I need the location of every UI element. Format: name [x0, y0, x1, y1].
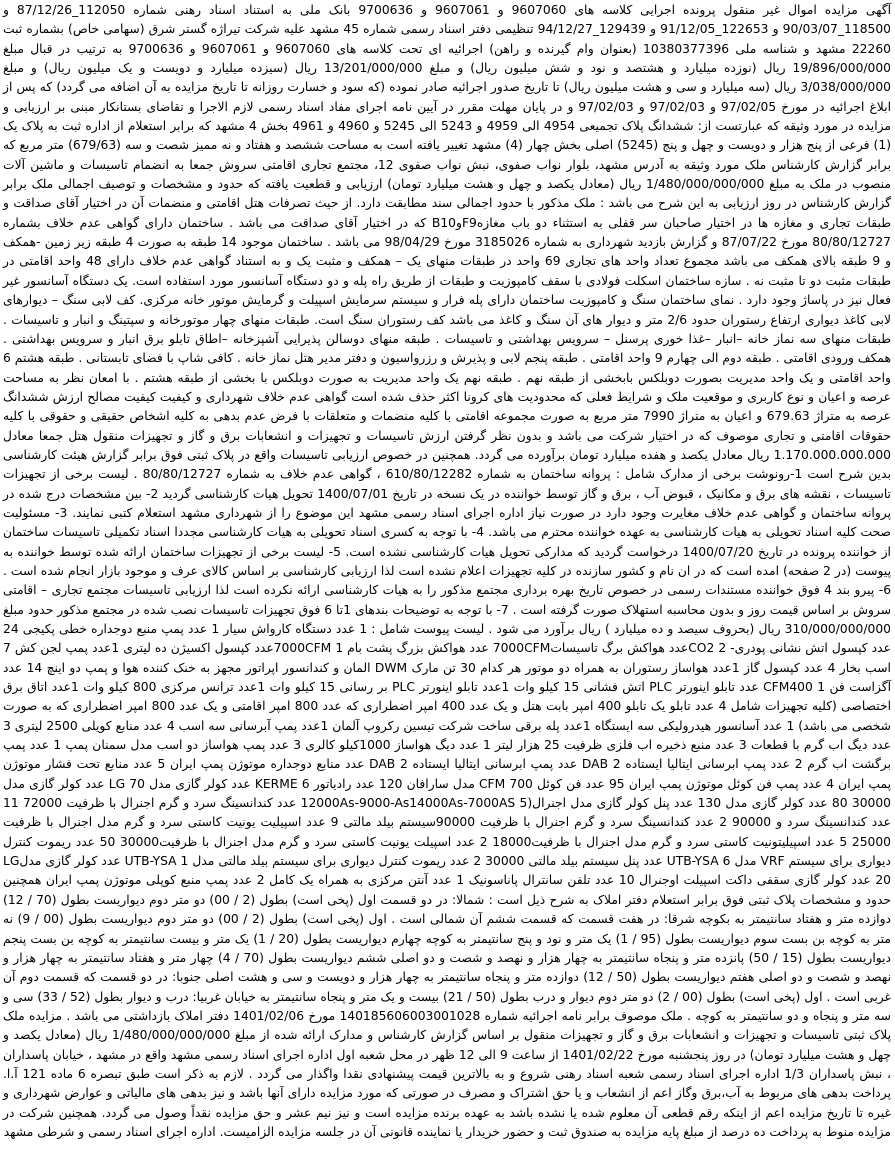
auction-notice-text: آگهی مزایده اموال غیر منقول پرونده اجرایی کلاسه های 9607060 و 9607061 و 9700636 بانک ملی به استناد اسناد رهنی شماره 112050_87/12/26 و 118500_90/03/07 و 122653_91/12/05 و 129439_94/12/27 تنظیمی دفتر اسناد رسمی شماره 45 مشهد علیه شرکت تیراژه گستر شرق (سهامی خاص) بشماره ثبت 22260 مشهد و شناسه ملی 10380377396 (بعنوان وام گیرنده و راهن) اجرائیه ای تحت کلاسه های 9607060 و 9607061 و 9700636 به ترتیب در قبال مبلغ 19/896/000/000 ریال (نوزده میلیارد و هشتصد و نود و شش میلیون ریال) و مبلغ 13/201/000/000 ریال (سیزده میلیارد و دویست و یک میلیون ریال) و مبلغ 3/038/000/000 ریال (سه میلیارد و سی و هشت میلیون ریال) تا تاریخ صدور اجرائیه صادر نموده (که سود و خسارت روزانه تا تاریخ مزایده به آن اضافه می گردد) که پس از ابلاغ اجرائیه در مورخ 97/02/05 و 97/02/03 و 97/02/03 و در پایان مهلت مقرر در آیین نامه اجرای مفاد اسناد رسمی لازم الاجرا و تقاضای بستانکار مبنی بر ارزیابی و مزایده در مورد وثیقه که عبارتست از: ششدانگ پلاک تجمیعی 4954 الی 4959 و 5243 الی 5245 و 4960 و 4961 بخش 4 مشهد که برابر استعلام از اداره ثبت به پلاک یک (1) فرعی از پنج هزار و دویست و چهل و پنج (5245) اصلی بخش چهار (4) مشهد تغییر یافته است به مساحت ششصد و هفتاد و نه ممیز شصت و سه (679/63) متر مربع که برابر گزارش کارشناس ملک مورد وثیقه به آدرس مشهد، بلوار نواب صفوی، نبش نواب صفوی 12، مجتمع تجاری اقامتی سروش جمعا به انضمام تاسیسات و ماشین آلات منصوب در ملک به مبلغ 1/480/000/000/000 ریال (معادل یکصد و چهل و هشت میلیارد تومان) ارزیابی و قطعیت یافته که حدود و مشخصات و توصیف اجمالی ملک برابر گزارش کارشناس در روز ارزیابی به این شرح می باشد : ملک مذکور با حدود اجمالی سند مطابقت دارد. از حیث تصرفات هتل اقامتی و منضمات آن در اختیار آقای صداقت و طبقات تجاری و مغازه ها در اختیار صاحبان سر قفلی به استثناء دو باب مغازهF9وB10 که در اختیار آقای صداقت می باشد . ساختمان دارای گواهی عدم خلاف بشماره 80/80/12727 مورخ 87/07/22 و گزارش بازدید شهرداری به شماره 3185026 مورخ 98/04/29 می باشد . ساختمان موجود 14 طبقه به صورت 4 طبقه زیر زمین -همکف و 9 طبقه بالای همکف می باشد مجموع تعداد واحد های تجاری 69 واحد در طبقات منهای یک – همکف و مثبت یک و به استناد گواهی عدم خلاف دارای 48 واحد اقامتی در طبقات مثبت دو تا مثبت نه . سازه ساختمان اسکلت فولادی با سقف کامپوزیت و طبقات از طریق راه پله و دو دستگاه آسانسور مورد استفاده است. یک دستگاه آسانسور غیر فعال نیز در پاساژ وجود دارد . نمای ساختمان سنگ و کامپوزیت ساختمان دارای پله فرار و سیستم سرمایش اسپیلت و گرمایش موتور خانه مرکزی. کف لابی سنگ – دیوارهای لابی کاغذ دیواری ارتفاع رستوران حدود 2/6 متر و دیوار های آن سنگ و کاغذ می باشد کف رستوران سنگ است. طبقات منهای چهار موتورخانه و سپتینگ و انبار و تاسیسات . طبقات منهای سه نماز خانه –انبار –غذا خوری پرسنل – سرویس بهداشتی و تاسیسات . طبقه منهای دوسالن پذیرایی آشپزخانه –اطاق تابلو برق انبار و سرویس بهداشتی . همکف ورودی اقامتی . طبقه دوم الی چهارم 9 واحد اقامتی . طبقه پنجم لابی و پذیرش و رزرواسیون و دفتر مدیر هتل نماز خانه . کافی شاپ با فضای تابستانی . طبقه هشتم 6 واحد اقامتی و یک واحد مدیریت بصورت دوبلکس بابخشی از طبقه نهم . طبقه نهم یک واحد مدیریت به صورت دوبلکس با بخشی از طبقه هشتم . با امعان نظر به مساحت عرصه و اعیان و نوع کاربری و موقعیت ملک و شرایط فعلی که محدودیت های کرونا اکثر حذف شده است گواهی عدم خلاف شهرداری و کیفیت کیفیت مصالح ارزش ششدانگ عرصه به متراژ 679.63 و اعیان به متراژ 7990 متر مربع به صورت مجموعه اقامتی با کلیه منضمات و متعلقات با فرض عدم بدهی به کلیه اشخاص حقیقی و حقوقی با کلیه حقوقات اقامتی و تجاری موصوف که در اختیار شرکت می باشد و بدون نظر گرفتن ارزش تاسیسات و تجهیزات و انشعابات برق و گاز و تجهیزات منقول هتل جمعا معادل 1.170.000.000.000 ریال معادل یکصد و هفده میلیارد تومان برآورده می گردد. همچنین در خصوص ارزیابی تاسیسات واقع در پلاک ثبتی فوق برابر گزارش هیئت کارشناسی بدین شرح است 1-رونوشت برخی از مدارک شامل : پروانه ساختمان به شماره 610/80/12282 ، گواهی عدم خلاف به شماره 80/80/12727 . لیست برخی از تجهیزات تاسیسات ، نقشه های برق و مکانیک ، قبوض آب ، برق و گاز توسط خواننده در یک نسخه در تاریخ 1400/07/01 تحویل هیات کارشناسی گردید 2- بین مشخصات درج شده در پروانه ساختمان و گواهی عدم خلاف مغایرت وجود دارد در صورت نیاز اداره اجرای اسناد رسمی مشهد این موضوع را از شهرداری مشهد استعلام کتبی نمایند. 3- مسئولیت صحت کلیه اسناد تحویلی به هیات کارشناسی به عهده خواننده محترم می باشد. 4- با توجه به کسری اسناد تحویلی به هیات کارشناسی مجددا اسناد تکمیلی تاسیسات ساختمان از خواننده پرونده در تاریخ 1400/07/20 درخواست گردید که مدارکی تحویل هیات کارشناسی نشده است. 5- لیست برخی از تجهیزات ساختمان ارائه شده توسط خواننده به پیوست (در 2 صفحه) امده است که در ان نام و کشور سازنده در کلیه تجهیزات اعلام نشده است لذا ارزیابی کارشناسی بر اساس کالای عرف و موجود بازار انجام شده است . 6- پیرو بند 4 فوق خواننده مستندات رسمی در خصوص تاریخ بهره برداری مجتمع مذکور را به هیات کارشناسی ارائه نکرده است لذا ارزیابی تاسیسات مجتمع تجاری – اقامتی سروش بر اساس قیمت روز و بدون محاسبه استهلاک صورت گرفته است . 7- با توجه به توضیحات بندهای 1تا 6 فوق تجهیزات تاسیسات نصب شده در مجتمع مذکور حدود مبلغ 310/000/000/000 ریال (بحروف سیصد و ده میلیارد ) ریال برآورد می شود . لیست پیوست شامل : 1 عدد دستگاه کارواش سیار 1 عدد پمپ منبع دوجداره خطی پکیجی 24 عدد کپسول اتش نشانی پودری- 2 CO2عدد هواکش برگ تاسیسات7000CFM عدد هواکش بزرگ پشت بام 1 7000CFMعدد کپسول اکسیژن ده لیتری 1عدد پمپ لجن کش 7 اسب بخار 4 عدد کپسول گاز 1عدد هواساز رستوران به همراه دو موتور هر کدام 30 تن مارک DWM المان و کندانسور اپراتور مجهز به خنک کننده هوا و پمپ دو اینچ 14 عدد آگزاست فن CFM400 1 عدد تابلو اینورتر PLC اتش فشانی 15 کیلو وات 1عدد تابلو اینورتر PLC بر رسانی 15 کیلو وات 1عدد ترانس مرکزی 800 کیلو وات 1عدد اتاق برق اختصاصی (کلیه تجهیزات شامل 4 عدد تابلو یک تابلو 400 امپر بابت هتل و یک عدد 400 امپر اضطراری که عدد 800 امپر اقامتی و یک عدد 800 امپر اضطراری که به صورت شخصی می باشد) 1 عدد آسانسور هیدرولیکی سه ایستگاه 1عدد پله برقی ساخت شرکت تیسین رکروپ آلمان 1عدد پمپ آبرسانی سه اسب 4 عدد منابع کویلی 2500 لیتری 3 عدد دیگ اب گرم با قطعات 3 عدد منبع ذخیره اب فلزی ظرفیت 25 هزار لیتر 1 عدد دیگ هواساز 1000کیلو کالری 3 عدد پمپ هواساز دو اسب مدل سمنان پمپ 1 عدد پمپ برگشت اب گرم 2 عدد پمپ ابرسانی ایتالیا ایستاده 2 DAB عدد پمپ ابرسانی ایتالیا ایستاده 2 DAB عدد منابع دوجداره موتوژن پمپ ایران 5 عدد منابع تحت فشار موتوژن پمپ ایران 4 عدد پمپ فن کوئل موتوژن پمپ ایران 95 عدد فن کوئل 700 CFM مدل سارافان 120 عدد رادیاتور KERME 6 عدد کولر گازی مدل LG 70 عدد کولر گازی مدل 30000 80 عدد کولر گازی مدل 130 عدد پنل کولر گازی مدل اجنرال(5 12000As-9000-As14000As-7000AS عدد کندانسینگ سرد و گرم اجنرال با ظرفیت 72000 11 عدد کندانسینگ سرد و 90000 2 عدد کندانسینگ سرد و گرم اجنرال با ظرفیت 90000سیستم بیلد مالتی 9 عدد اسپیلیت یونیت کاستی سرد و گرم مدل اجنرال با ظرفیت 25000 5 عدد اسپیلیتونیت کاستی سرد و گرم مدل اجنرال با ظرفیت18000 2 عدد اسپیلت یونیت کاستی سرد و گرم مدل اجنرال با ظرفیت30000 50 عدد ریموت کنترل دیواری برای سیستم VRF مدل UTB-YSA 6 عدد پنل سیستم بیلد مالتی 30000 2 عدد ریموت کنترل دیواری برای سیستم بیلد مالتی مدل UTB-YSA 1 عدد کولر گازی مدلLG 20 عدد کولر گازی سقفی داکت اسپیلت اوجنرال 10 عدد تلفن سانترال پاناسونیک 1 عدد آنتن مرکزی به همراه یک کامل 2 عدد پمپ منبع کوپلی موتوژن پمپ ایران همچنین حدود و مشخصات پلاک ثبتی فوق برابر استعلام دفتر املاک به شرح ذیل است : شمالا: در دو قسمت اول (پخی است) بطول (2 / 00) دو متر دوم دیواریست بطول (70 / 12) دوازده متر و هفتاد سانتیمتر به بکوچه شرقا: در هفت قسمت که قسمت ششم آن شمالی است . اول (پخی است) بطول (2 / 00) دو متر دوم دیواریست بطول (00 / 9) نه متر به کوچه بن بست سوم دیواریست بطول (95 / 1) یک متر و نود و پنج سانتیمتر به کوچه چهارم دیواریست بطول (20 / 1) یک متر و بیست سانتیمتر به کوچه بن بست پنجم دیواریست بطول (15 / 50) پانزده متر و پنجاه سانتیمتر به چهار هزار و نهصد و شصت و دو اصلی ششم دیواریست بطول (70 / 4) چهار متر و هفتاد سانتیمتر به چهار هزار و نهصد و شصت و دو اصلی هفتم دیواریست بطول (50 / 12) دوازده متر و پنجاه سانتیمتر به چهار هزار و دویست و سی و هشت اصلی جنوبا: در دو قسمت که قسمت دوم آن غربی است . اول (پخی است) بطول (00 / 2) دو متر دوم دیوار و درب بطول (50 / 21) بیست و یک متر و پنجاه سانتیمتر به خیابان غربیا: درب و دیوار بطول (52 / 33) سی و سه متر و پنجاه و دو سانتیمتر به کوچه . ملک موصوف برابر نامه اجرائیه شماره 140185606003001028 مورخ 1401/02/06 دفتر املاک بازداشتی می باشد . مزایده ملک پلاک ثبتی تاسیسات و تجهیزات و انشعابات برق و گاز و تجهیزات منقول بر اساس گزارش کارشناس و مدارک ارائه شده از مبلغ 1/480/000/000/000 ریال (معادل یکصد و چهل و هشت میلیارد تومان) در روز پنجشنبه مورخ 1401/02/22 از ساعت 9 الی 12 ظهر در محل شعبه اول اداره اجرای اسناد رسمی مشهد واقع در مشهد ، خیابان پاسداران ، نبش پاسداران 1/3 اداره اجرای اسناد رسمی شعبه اسناد رهنی شروع و به بالاترین قیمت پیشنهادی نقدا واگذار می گردد . لازم به ذکر است طبق تبصره 6 ماده 121 آ.ا. پرداخت بدهی های مربوط به آب،برق وگاز اعم از انشعاب و یا حق اشتراک و مصرف در صورتی که مورد مزایده دارای آنها باشد و نیز بدهی های مالیاتی و عوارض شهرداری و غیره تا تاریخ مزایده اعم از اینکه رقم قطعی آن معلوم شده یا نشده باشد به عهده برنده مزایده است و نیز نیم عشر و حق مزایده نقداً وصول می گردد. همچنین شرکت در مزایده منوط به پرداخت ده درصد از مبلغ پایه مزایده به صندوق ثبت و حضور خریدار یا نماینده قانونی آن در جلسه مزایده الزامیست. اداره اجرای اسناد رسمی و شرطی مشهد [3, 3, 892, 1139]
